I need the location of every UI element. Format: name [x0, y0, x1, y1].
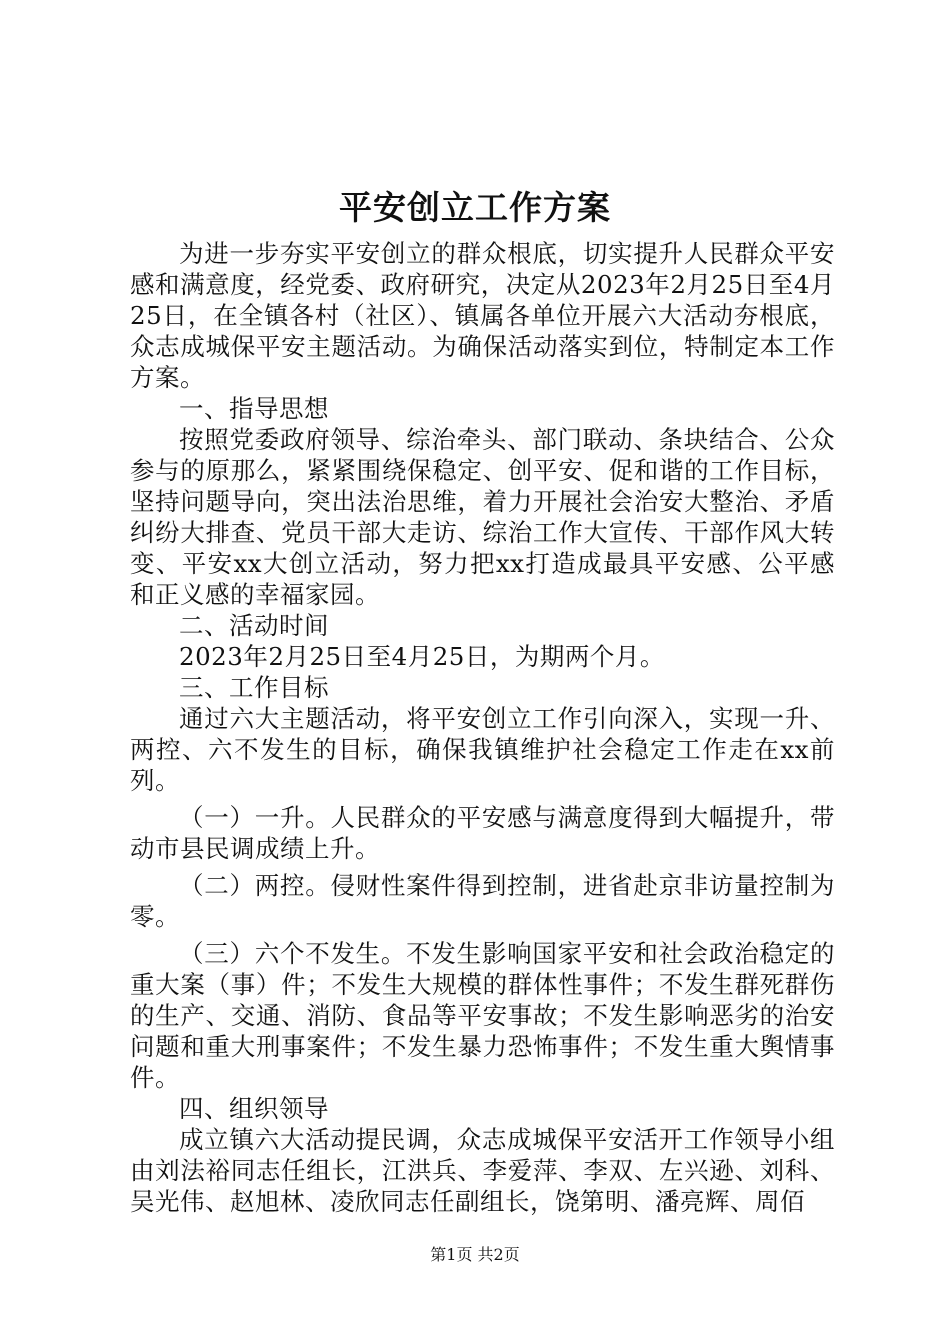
goal-item-three: （三）六个不发生。不发生影响国家平安和社会政治稳定的重大案（事）件；不发生大规模的群体性事件；不发生群死群伤的生产、交通、消防、食品等平安事故；不发生影响恶劣的治安问题和重大刑事案件；不发生暴力恐怖事件；不发生重大舆情事件。	[130, 939, 835, 1092]
activity-time-paragraph: 2023年2月25日至4月25日，为期两个月。	[179, 642, 665, 671]
intro-paragraph: 为进一步夯实平安创立的群众根底，切实提升人民群众平安感和满意度，经党委、政府研究，决定从2023年2月25日至4月25日，在全镇各村（社区）、镇属各单位开展六大活动夯根底，众志成城保平安主题活动。为确保活动落实到位，特制定本工作方案。	[130, 239, 835, 392]
section-heading-work-goals: 三、工作目标	[179, 673, 329, 702]
goal-item-two: （二）两控。侵财性案件得到控制，进省赴京非访量控制为零。	[130, 871, 835, 931]
guiding-thought-paragraph: 按照党委政府领导、综治牵头、部门联动、条块结合、公众参与的原那么，紧紧围绕保稳定、创平安、促和谐的工作目标，坚持问题导向，突出法治思维，着力开展社会治安大整治、矛盾纠纷大排查、党员干部大走访、综治工作大宣传、干部作风大转变、平安xx大创立活动，努力把xx打造成最具平安感、公平感和正义感的幸福家园。	[130, 425, 835, 609]
organization-paragraph: 成立镇六大活动提民调，众志成城保平安活开工作领导小组由刘法裕同志任组长，江洪兵、李爱萍、李双、左兴逊、刘科、吴光伟、赵旭林、凌欣同志任副组长，饶第明、潘亮辉、周佰	[130, 1125, 835, 1216]
section-heading-activity-time: 二、活动时间	[179, 611, 329, 640]
section-heading-organization: 四、组织领导	[179, 1094, 329, 1123]
section-heading-guiding-thought: 一、指导思想	[179, 394, 329, 423]
document-title: 平安创立工作方案	[339, 188, 611, 227]
document-body	[130, 238, 835, 1217]
page-footer: 第1页 共2页	[430, 1245, 520, 1264]
work-goals-paragraph: 通过六大主题活动，将平安创立工作引向深入，实现一升、两控、六不发生的目标，确保我镇维护社会稳定工作走在xx前列。	[130, 704, 835, 795]
goal-item-one: （一）一升。人民群众的平安感与满意度得到大幅提升，带动市县民调成绩上升。	[130, 803, 835, 863]
